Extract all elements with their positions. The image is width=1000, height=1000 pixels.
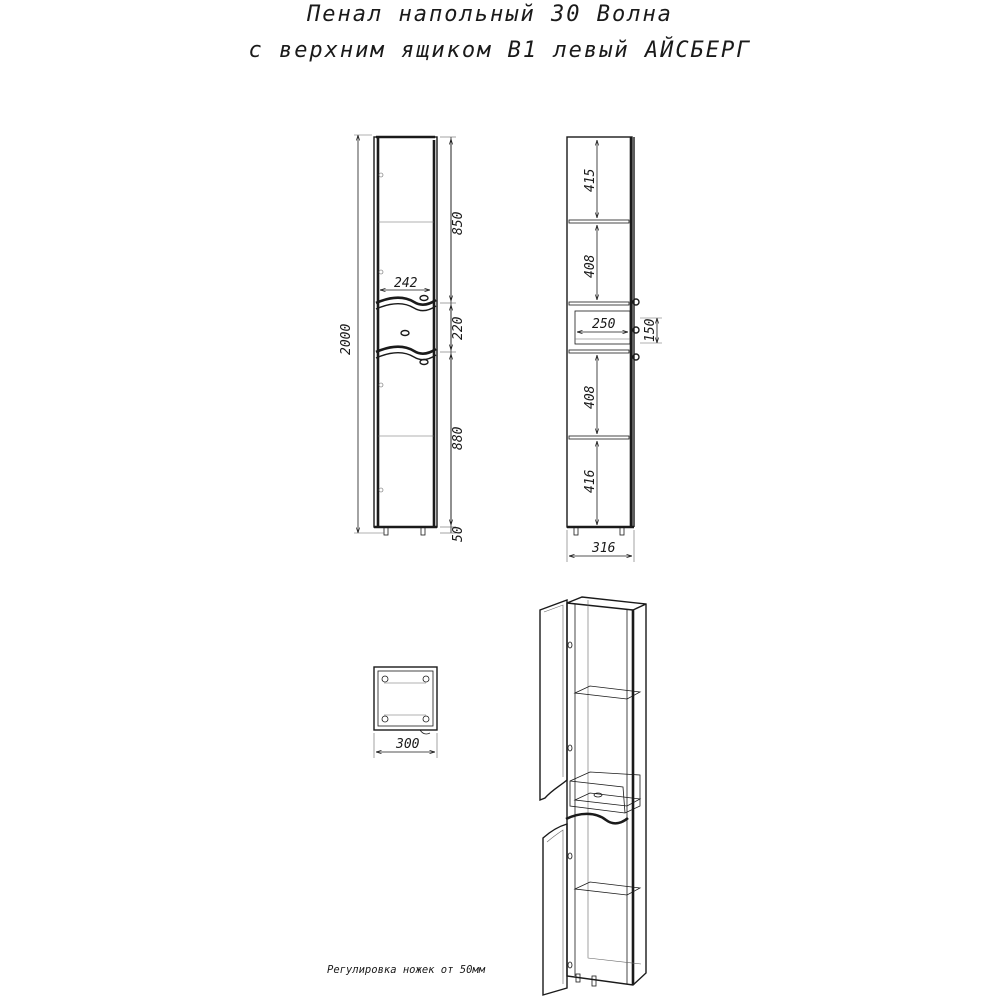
dim-depth: 316 [592,541,616,556]
title-line-1: Пенал напольный 30 Волна [307,2,673,27]
top-leg-icon [382,676,388,682]
dim-drawer-height: 150 [643,318,658,342]
side-shelf-1 [569,220,629,223]
iso-lower-door [543,824,567,995]
side-view [567,137,662,562]
dim-drawer-section: 220 [451,316,466,340]
dim-total-height: 2000 [339,323,354,355]
dim-shelf-lower: 408 [583,385,598,409]
dim-drawer-width: 242 [394,276,418,291]
side-shelf-4 [569,436,629,439]
dim-legs: 50 [451,526,466,542]
iso-shelf-upper [575,686,640,699]
dim-shelf-upper: 408 [583,254,598,278]
isometric-view [540,597,646,995]
dim-width: 300 [396,737,420,752]
front-cabinet-body [374,137,437,527]
upper-wave-edge [376,298,436,305]
dim-shelf-top: 415 [583,168,598,192]
dim-lower-section: 880 [451,426,466,450]
iso-drawer [570,772,640,813]
lower-wave-edge [376,347,436,354]
front-view [339,135,466,542]
dim-drawer-depth: 250 [592,317,616,332]
dim-upper-section: 850 [451,211,466,235]
drawer-handle-icon [401,331,409,336]
iso-shelf-lower [575,882,640,895]
title-line-2: с верхним ящиком В1 левый АЙСБЕРГ [248,38,752,63]
top-view [374,667,437,758]
leg-adjust-note: Регулировка ножек от 50мм [327,964,486,976]
upper-door-handle-icon [420,296,428,301]
dim-shelf-bottom: 416 [583,469,598,493]
